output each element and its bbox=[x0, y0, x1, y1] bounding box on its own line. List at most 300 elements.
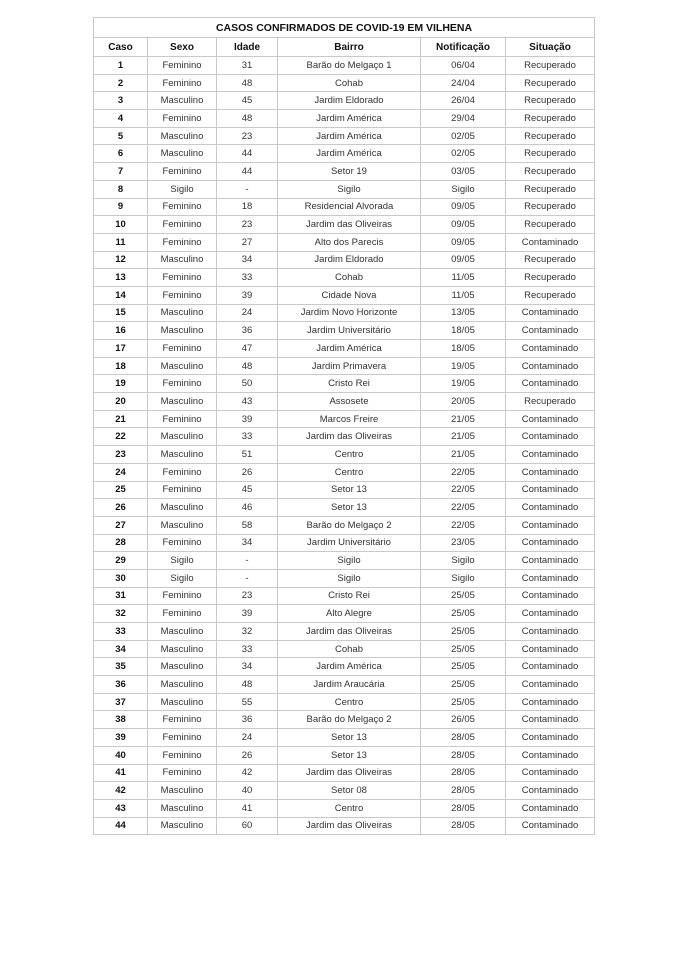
cell-sexo: Masculino bbox=[148, 127, 217, 145]
cell-idade: 31 bbox=[217, 57, 278, 75]
table-row bbox=[94, 322, 595, 340]
table-row bbox=[94, 74, 595, 92]
cell-situacao: Contaminado bbox=[506, 516, 595, 534]
cell-idade: 39 bbox=[217, 410, 278, 428]
cell-situacao: Contaminado bbox=[506, 729, 595, 747]
cell-caso: 34 bbox=[94, 640, 148, 658]
cell-bairro: Jardim Araucária bbox=[278, 676, 421, 694]
cell-sexo: Masculino bbox=[148, 676, 217, 694]
table-row bbox=[94, 587, 595, 605]
cell-sexo: Feminino bbox=[148, 746, 217, 764]
cell-situacao: Contaminado bbox=[506, 304, 595, 322]
cell-bairro: Assosete bbox=[278, 393, 421, 411]
cell-notificacao: 09/05 bbox=[421, 233, 506, 251]
cell-caso: 15 bbox=[94, 304, 148, 322]
cell-situacao: Contaminado bbox=[506, 233, 595, 251]
cell-idade: 36 bbox=[217, 711, 278, 729]
cell-bairro: Setor 19 bbox=[278, 163, 421, 181]
cell-notificacao: 19/05 bbox=[421, 357, 506, 375]
cell-idade: 41 bbox=[217, 799, 278, 817]
table-row bbox=[94, 304, 595, 322]
cell-situacao: Contaminado bbox=[506, 799, 595, 817]
table-row bbox=[94, 605, 595, 623]
cell-caso: 22 bbox=[94, 428, 148, 446]
cell-bairro: Jardim América bbox=[278, 145, 421, 163]
cell-situacao: Recuperado bbox=[506, 57, 595, 75]
cell-sexo: Feminino bbox=[148, 729, 217, 747]
cell-idade: 51 bbox=[217, 446, 278, 464]
cell-bairro: Sigilo bbox=[278, 569, 421, 587]
cell-caso: 13 bbox=[94, 269, 148, 287]
cell-situacao: Recuperado bbox=[506, 216, 595, 234]
cell-idade: 33 bbox=[217, 269, 278, 287]
cell-situacao: Contaminado bbox=[506, 428, 595, 446]
table-row bbox=[94, 110, 595, 128]
table-row bbox=[94, 516, 595, 534]
cell-caso: 24 bbox=[94, 463, 148, 481]
table-row bbox=[94, 463, 595, 481]
cell-notificacao: 19/05 bbox=[421, 375, 506, 393]
cell-situacao: Contaminado bbox=[506, 375, 595, 393]
table-row bbox=[94, 799, 595, 817]
cell-notificacao: Sigilo bbox=[421, 180, 506, 198]
title-row bbox=[94, 18, 595, 38]
cell-caso: 37 bbox=[94, 693, 148, 711]
cell-situacao: Contaminado bbox=[506, 357, 595, 375]
table-row bbox=[94, 711, 595, 729]
cell-situacao: Contaminado bbox=[506, 534, 595, 552]
cell-sexo: Feminino bbox=[148, 286, 217, 304]
cell-sexo: Feminino bbox=[148, 163, 217, 181]
table-row bbox=[94, 92, 595, 110]
cell-sexo: Masculino bbox=[148, 640, 217, 658]
cell-sexo: Masculino bbox=[148, 393, 217, 411]
cell-notificacao: 22/05 bbox=[421, 516, 506, 534]
cell-caso: 28 bbox=[94, 534, 148, 552]
cell-bairro: Barão do Melgaço 2 bbox=[278, 516, 421, 534]
cell-sexo: Masculino bbox=[148, 357, 217, 375]
cell-sexo: Sigilo bbox=[148, 569, 217, 587]
cell-notificacao: 28/05 bbox=[421, 782, 506, 800]
column-header-sexo: Sexo bbox=[148, 38, 217, 57]
cell-bairro: Jardim América bbox=[278, 658, 421, 676]
cell-notificacao: 09/05 bbox=[421, 198, 506, 216]
table-row bbox=[94, 198, 595, 216]
cell-idade: 24 bbox=[217, 729, 278, 747]
cell-idade: 33 bbox=[217, 428, 278, 446]
cell-situacao: Recuperado bbox=[506, 127, 595, 145]
cell-sexo: Masculino bbox=[148, 145, 217, 163]
cell-caso: 11 bbox=[94, 233, 148, 251]
cell-caso: 9 bbox=[94, 198, 148, 216]
cell-caso: 26 bbox=[94, 499, 148, 517]
cell-notificacao: 28/05 bbox=[421, 817, 506, 835]
table-row bbox=[94, 658, 595, 676]
cell-idade: 46 bbox=[217, 499, 278, 517]
cell-bairro: Barão do Melgaço 2 bbox=[278, 711, 421, 729]
cell-bairro: Marcos Freire bbox=[278, 410, 421, 428]
cell-bairro: Jardim das Oliveiras bbox=[278, 428, 421, 446]
cell-sexo: Feminino bbox=[148, 198, 217, 216]
cell-notificacao: 25/05 bbox=[421, 693, 506, 711]
cell-bairro: Jardim América bbox=[278, 110, 421, 128]
cell-bairro: Jardim América bbox=[278, 340, 421, 358]
table-row bbox=[94, 746, 595, 764]
cell-situacao: Contaminado bbox=[506, 782, 595, 800]
cell-bairro: Residencial Alvorada bbox=[278, 198, 421, 216]
cell-idade: 23 bbox=[217, 216, 278, 234]
cell-situacao: Contaminado bbox=[506, 817, 595, 835]
column-header-bairro: Bairro bbox=[278, 38, 421, 57]
cell-bairro: Centro bbox=[278, 799, 421, 817]
cell-caso: 4 bbox=[94, 110, 148, 128]
cell-idade: 58 bbox=[217, 516, 278, 534]
cell-caso: 16 bbox=[94, 322, 148, 340]
cell-idade: 18 bbox=[217, 198, 278, 216]
cell-caso: 20 bbox=[94, 393, 148, 411]
cell-situacao: Recuperado bbox=[506, 198, 595, 216]
cell-situacao: Recuperado bbox=[506, 110, 595, 128]
table-title: CASOS CONFIRMADOS DE COVID-19 EM VILHENA bbox=[94, 18, 595, 38]
cell-sexo: Masculino bbox=[148, 428, 217, 446]
cell-bairro: Barão do Melgaço 1 bbox=[278, 57, 421, 75]
cell-notificacao: 18/05 bbox=[421, 340, 506, 358]
cell-situacao: Contaminado bbox=[506, 623, 595, 641]
cell-notificacao: 25/05 bbox=[421, 587, 506, 605]
cell-bairro: Sigilo bbox=[278, 180, 421, 198]
cell-caso: 39 bbox=[94, 729, 148, 747]
cell-notificacao: 18/05 bbox=[421, 322, 506, 340]
cell-situacao: Contaminado bbox=[506, 463, 595, 481]
cell-notificacao: 21/05 bbox=[421, 428, 506, 446]
cell-situacao: Contaminado bbox=[506, 676, 595, 694]
cell-sexo: Feminino bbox=[148, 340, 217, 358]
table-row bbox=[94, 729, 595, 747]
cell-bairro: Cidade Nova bbox=[278, 286, 421, 304]
cell-notificacao: Sigilo bbox=[421, 552, 506, 570]
cell-idade: 39 bbox=[217, 286, 278, 304]
cell-idade: 55 bbox=[217, 693, 278, 711]
cell-bairro: Centro bbox=[278, 446, 421, 464]
table-row bbox=[94, 375, 595, 393]
cell-idade: - bbox=[217, 180, 278, 198]
cell-situacao: Recuperado bbox=[506, 286, 595, 304]
cell-notificacao: Sigilo bbox=[421, 569, 506, 587]
cell-notificacao: 09/05 bbox=[421, 251, 506, 269]
table-row bbox=[94, 393, 595, 411]
cell-idade: 48 bbox=[217, 74, 278, 92]
cell-notificacao: 21/05 bbox=[421, 410, 506, 428]
cell-caso: 32 bbox=[94, 605, 148, 623]
cell-situacao: Contaminado bbox=[506, 569, 595, 587]
cell-bairro: Jardim Eldorado bbox=[278, 251, 421, 269]
cell-caso: 30 bbox=[94, 569, 148, 587]
cell-sexo: Feminino bbox=[148, 463, 217, 481]
header-row bbox=[94, 38, 595, 57]
table-row bbox=[94, 552, 595, 570]
cell-sexo: Masculino bbox=[148, 322, 217, 340]
table-row bbox=[94, 340, 595, 358]
cell-idade: 45 bbox=[217, 92, 278, 110]
table-row bbox=[94, 233, 595, 251]
table-row bbox=[94, 57, 595, 75]
cell-idade: 23 bbox=[217, 587, 278, 605]
cell-sexo: Feminino bbox=[148, 233, 217, 251]
table-row bbox=[94, 817, 595, 835]
cell-idade: 48 bbox=[217, 110, 278, 128]
cell-bairro: Setor 13 bbox=[278, 499, 421, 517]
cell-situacao: Contaminado bbox=[506, 640, 595, 658]
cell-notificacao: 28/05 bbox=[421, 729, 506, 747]
cell-situacao: Recuperado bbox=[506, 251, 595, 269]
cell-sexo: Feminino bbox=[148, 269, 217, 287]
cell-sexo: Feminino bbox=[148, 481, 217, 499]
cell-situacao: Contaminado bbox=[506, 658, 595, 676]
cell-sexo: Masculino bbox=[148, 92, 217, 110]
cell-notificacao: 02/05 bbox=[421, 145, 506, 163]
cell-bairro: Sigilo bbox=[278, 552, 421, 570]
cell-bairro: Alto dos Parecis bbox=[278, 233, 421, 251]
table-row bbox=[94, 623, 595, 641]
cell-caso: 3 bbox=[94, 92, 148, 110]
cell-bairro: Jardim das Oliveiras bbox=[278, 764, 421, 782]
cell-notificacao: 09/05 bbox=[421, 216, 506, 234]
table-row bbox=[94, 251, 595, 269]
cell-caso: 21 bbox=[94, 410, 148, 428]
cell-caso: 14 bbox=[94, 286, 148, 304]
table-row bbox=[94, 286, 595, 304]
cell-notificacao: 11/05 bbox=[421, 269, 506, 287]
cell-caso: 41 bbox=[94, 764, 148, 782]
cell-sexo: Masculino bbox=[148, 251, 217, 269]
cell-idade: 33 bbox=[217, 640, 278, 658]
cell-idade: 60 bbox=[217, 817, 278, 835]
cell-notificacao: 03/05 bbox=[421, 163, 506, 181]
cell-sexo: Feminino bbox=[148, 534, 217, 552]
table-row bbox=[94, 163, 595, 181]
cell-notificacao: 25/05 bbox=[421, 676, 506, 694]
cell-sexo: Masculino bbox=[148, 799, 217, 817]
cell-idade: 27 bbox=[217, 233, 278, 251]
cell-notificacao: 22/05 bbox=[421, 463, 506, 481]
cell-situacao: Recuperado bbox=[506, 393, 595, 411]
cell-caso: 29 bbox=[94, 552, 148, 570]
cell-notificacao: 25/05 bbox=[421, 658, 506, 676]
cell-notificacao: 22/05 bbox=[421, 481, 506, 499]
cell-caso: 12 bbox=[94, 251, 148, 269]
cell-bairro: Jardim Universitário bbox=[278, 322, 421, 340]
cell-notificacao: 25/05 bbox=[421, 623, 506, 641]
table-row bbox=[94, 499, 595, 517]
cell-idade: 36 bbox=[217, 322, 278, 340]
table-row bbox=[94, 693, 595, 711]
table-row bbox=[94, 569, 595, 587]
cell-idade: 26 bbox=[217, 746, 278, 764]
cell-situacao: Contaminado bbox=[506, 764, 595, 782]
cell-situacao: Contaminado bbox=[506, 446, 595, 464]
cell-bairro: Jardim das Oliveiras bbox=[278, 817, 421, 835]
cell-caso: 10 bbox=[94, 216, 148, 234]
cell-situacao: Contaminado bbox=[506, 746, 595, 764]
cell-sexo: Masculino bbox=[148, 446, 217, 464]
table-row bbox=[94, 428, 595, 446]
cell-idade: - bbox=[217, 552, 278, 570]
cell-bairro: Setor 08 bbox=[278, 782, 421, 800]
cell-sexo: Sigilo bbox=[148, 552, 217, 570]
cell-notificacao: 20/05 bbox=[421, 393, 506, 411]
cell-bairro: Jardim das Oliveiras bbox=[278, 216, 421, 234]
cell-sexo: Masculino bbox=[148, 782, 217, 800]
cell-idade: 44 bbox=[217, 163, 278, 181]
cell-notificacao: 24/04 bbox=[421, 74, 506, 92]
cell-bairro: Cristo Rei bbox=[278, 375, 421, 393]
cell-sexo: Feminino bbox=[148, 587, 217, 605]
cell-notificacao: 23/05 bbox=[421, 534, 506, 552]
cell-sexo: Masculino bbox=[148, 817, 217, 835]
cell-situacao: Contaminado bbox=[506, 693, 595, 711]
cell-sexo: Masculino bbox=[148, 658, 217, 676]
cell-sexo: Feminino bbox=[148, 216, 217, 234]
cell-idade: 34 bbox=[217, 251, 278, 269]
cell-caso: 25 bbox=[94, 481, 148, 499]
cell-caso: 18 bbox=[94, 357, 148, 375]
cell-idade: 45 bbox=[217, 481, 278, 499]
cell-caso: 38 bbox=[94, 711, 148, 729]
cell-caso: 23 bbox=[94, 446, 148, 464]
cell-idade: 47 bbox=[217, 340, 278, 358]
cell-idade: 23 bbox=[217, 127, 278, 145]
cell-caso: 7 bbox=[94, 163, 148, 181]
table-row bbox=[94, 410, 595, 428]
cell-sexo: Feminino bbox=[148, 57, 217, 75]
cell-situacao: Recuperado bbox=[506, 92, 595, 110]
cell-caso: 43 bbox=[94, 799, 148, 817]
cell-idade: 32 bbox=[217, 623, 278, 641]
cell-sexo: Masculino bbox=[148, 304, 217, 322]
cell-bairro: Setor 13 bbox=[278, 746, 421, 764]
cell-situacao: Recuperado bbox=[506, 269, 595, 287]
table-row bbox=[94, 481, 595, 499]
column-header-caso: Caso bbox=[94, 38, 148, 57]
cell-idade: 39 bbox=[217, 605, 278, 623]
cell-situacao: Contaminado bbox=[506, 410, 595, 428]
table-row bbox=[94, 676, 595, 694]
cell-notificacao: 28/05 bbox=[421, 746, 506, 764]
cell-sexo: Masculino bbox=[148, 499, 217, 517]
table-row bbox=[94, 764, 595, 782]
cell-notificacao: 25/05 bbox=[421, 640, 506, 658]
cell-notificacao: 21/05 bbox=[421, 446, 506, 464]
cell-idade: 50 bbox=[217, 375, 278, 393]
table-row bbox=[94, 216, 595, 234]
cell-bairro: Centro bbox=[278, 463, 421, 481]
cell-bairro: Jardim Primavera bbox=[278, 357, 421, 375]
cell-idade: 42 bbox=[217, 764, 278, 782]
cell-notificacao: 29/04 bbox=[421, 110, 506, 128]
table-row bbox=[94, 145, 595, 163]
cell-idade: 24 bbox=[217, 304, 278, 322]
cell-situacao: Contaminado bbox=[506, 552, 595, 570]
cell-situacao: Recuperado bbox=[506, 163, 595, 181]
column-header-situacao: Situação bbox=[506, 38, 595, 57]
table-row bbox=[94, 269, 595, 287]
cell-notificacao: 06/04 bbox=[421, 57, 506, 75]
cell-idade: 26 bbox=[217, 463, 278, 481]
cell-idade: 40 bbox=[217, 782, 278, 800]
cell-bairro: Jardim Universitário bbox=[278, 534, 421, 552]
table-row bbox=[94, 782, 595, 800]
cell-sexo: Feminino bbox=[148, 410, 217, 428]
cell-bairro: Alto Alegre bbox=[278, 605, 421, 623]
cell-sexo: Sigilo bbox=[148, 180, 217, 198]
cell-caso: 5 bbox=[94, 127, 148, 145]
cell-caso: 17 bbox=[94, 340, 148, 358]
table-row bbox=[94, 640, 595, 658]
cell-caso: 42 bbox=[94, 782, 148, 800]
cell-sexo: Feminino bbox=[148, 711, 217, 729]
cell-caso: 6 bbox=[94, 145, 148, 163]
cell-sexo: Feminino bbox=[148, 110, 217, 128]
cell-caso: 40 bbox=[94, 746, 148, 764]
cell-idade: 34 bbox=[217, 658, 278, 676]
cell-notificacao: 26/04 bbox=[421, 92, 506, 110]
cell-sexo: Masculino bbox=[148, 693, 217, 711]
cell-caso: 35 bbox=[94, 658, 148, 676]
cell-notificacao: 13/05 bbox=[421, 304, 506, 322]
column-header-idade: Idade bbox=[217, 38, 278, 57]
cell-bairro: Jardim Novo Horizonte bbox=[278, 304, 421, 322]
cell-idade: 44 bbox=[217, 145, 278, 163]
cell-bairro: Jardim Eldorado bbox=[278, 92, 421, 110]
cell-notificacao: 26/05 bbox=[421, 711, 506, 729]
cell-caso: 2 bbox=[94, 74, 148, 92]
cell-caso: 44 bbox=[94, 817, 148, 835]
cell-sexo: Feminino bbox=[148, 375, 217, 393]
covid-cases-table bbox=[93, 17, 595, 835]
cell-idade: 48 bbox=[217, 676, 278, 694]
cell-notificacao: 02/05 bbox=[421, 127, 506, 145]
table-body bbox=[94, 57, 595, 835]
cell-caso: 31 bbox=[94, 587, 148, 605]
column-header-notificacao: Notificação bbox=[421, 38, 506, 57]
cell-situacao: Contaminado bbox=[506, 481, 595, 499]
cell-caso: 8 bbox=[94, 180, 148, 198]
cell-bairro: Jardim das Oliveiras bbox=[278, 623, 421, 641]
cell-situacao: Contaminado bbox=[506, 711, 595, 729]
cell-bairro: Setor 13 bbox=[278, 481, 421, 499]
cell-situacao: Contaminado bbox=[506, 605, 595, 623]
table-row bbox=[94, 180, 595, 198]
table-row bbox=[94, 446, 595, 464]
cell-situacao: Contaminado bbox=[506, 322, 595, 340]
cell-situacao: Recuperado bbox=[506, 180, 595, 198]
cell-bairro: Cohab bbox=[278, 269, 421, 287]
cell-notificacao: 25/05 bbox=[421, 605, 506, 623]
cell-bairro: Cristo Rei bbox=[278, 587, 421, 605]
cell-sexo: Masculino bbox=[148, 516, 217, 534]
table-row bbox=[94, 534, 595, 552]
cell-situacao: Contaminado bbox=[506, 499, 595, 517]
cell-sexo: Feminino bbox=[148, 764, 217, 782]
cell-caso: 1 bbox=[94, 57, 148, 75]
cell-situacao: Recuperado bbox=[506, 74, 595, 92]
cell-notificacao: 22/05 bbox=[421, 499, 506, 517]
cell-idade: 43 bbox=[217, 393, 278, 411]
table-row bbox=[94, 127, 595, 145]
cell-sexo: Feminino bbox=[148, 605, 217, 623]
cell-caso: 33 bbox=[94, 623, 148, 641]
cell-situacao: Recuperado bbox=[506, 145, 595, 163]
